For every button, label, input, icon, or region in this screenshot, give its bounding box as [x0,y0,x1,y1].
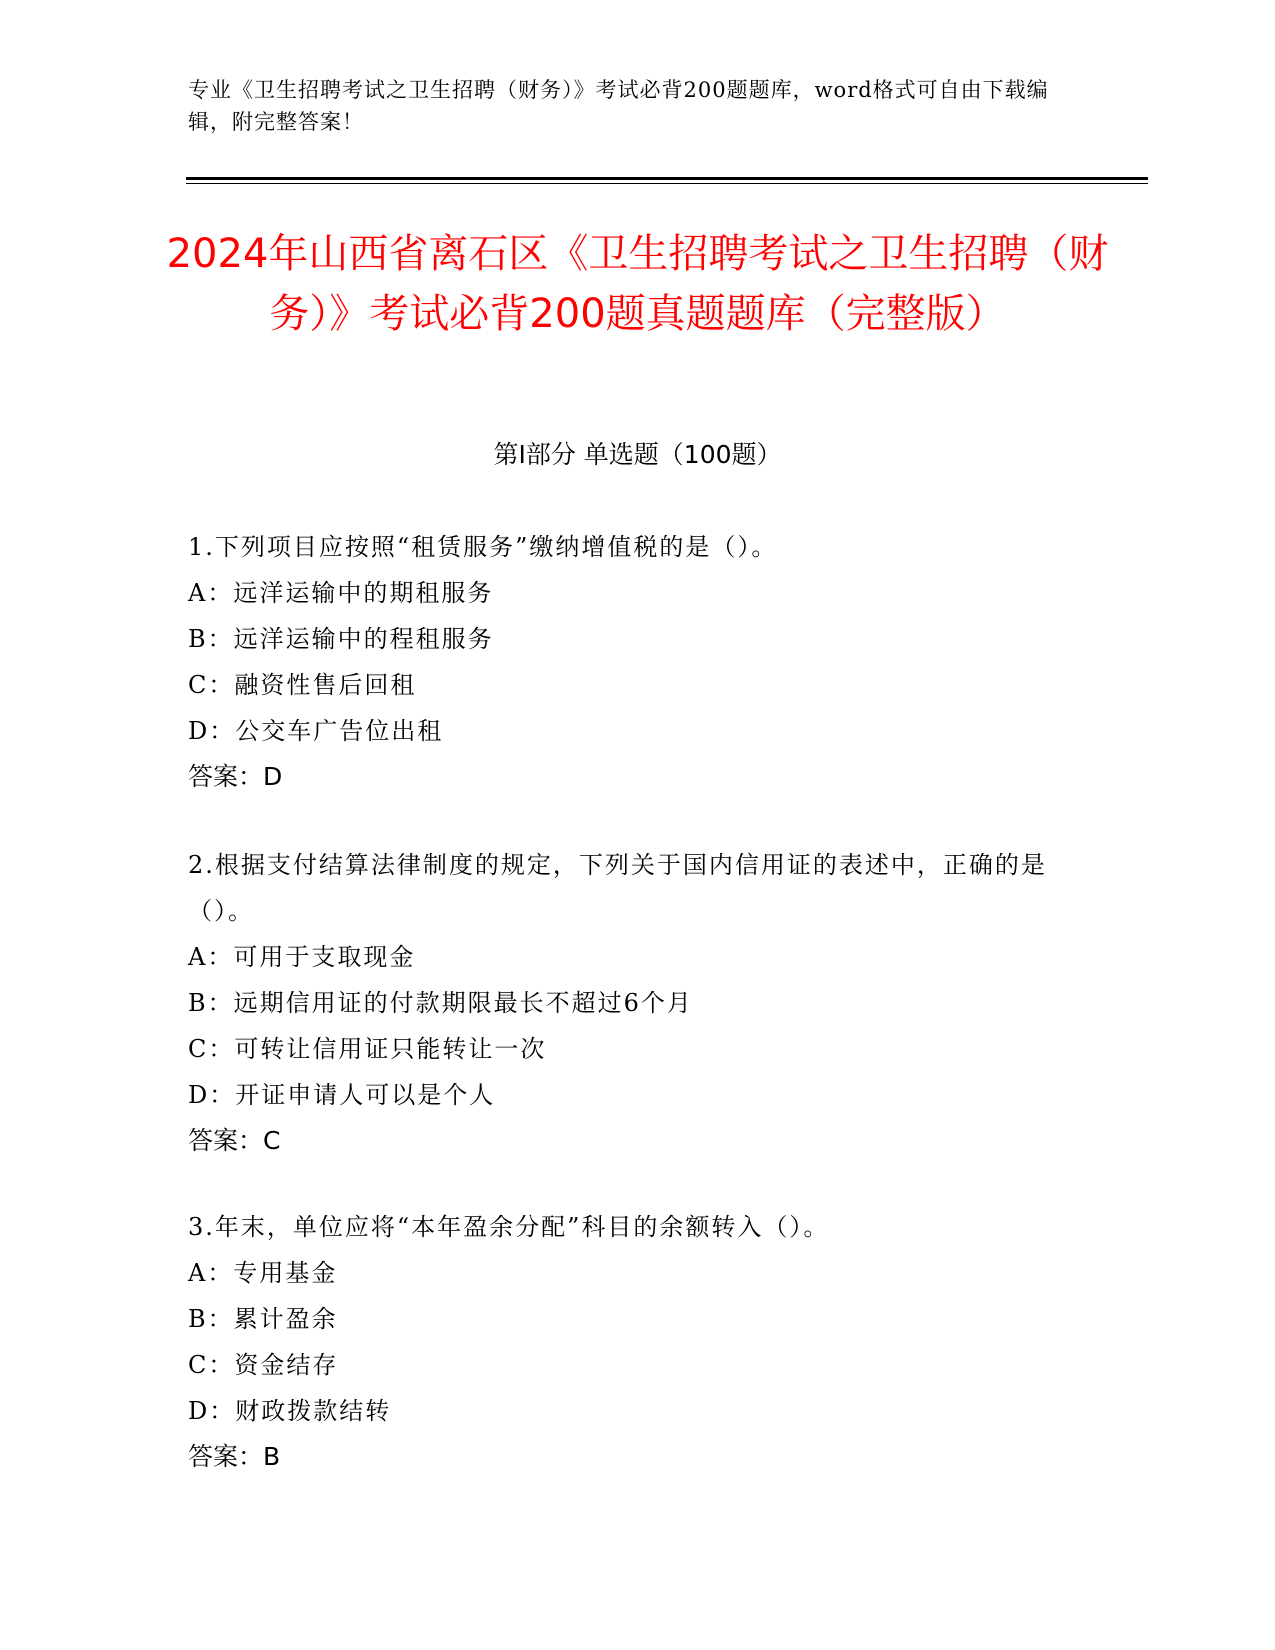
document-title: 2024年山西省离石区《卫生招聘考试之卫生招聘（财务）》考试必背200题真题题库（完整版） [166,231,1109,337]
header-note: 专业《卫生招聘考试之卫生招聘（财务）》考试必背200题题库，word格式可自由下载编辑，附完整答案！ [188,78,1049,134]
header-divider-thick [186,177,1148,180]
answer-line: 答案：B [188,1442,281,1471]
option-b: B：远洋运输中的程租服务 [188,625,494,653]
option-d: D：开证申请人可以是个人 [188,1081,496,1109]
section-title: 第I部分 单选题（100题） [493,440,782,469]
header-divider-thin [186,183,1148,184]
question-text: 3.年末，单位应将“本年盈余分配”科目的余额转入（）。 [188,1213,830,1241]
question-text: 2.根据支付结算法律制度的规定，下列关于国内信用证的表述中，正确的是（）。 [188,851,1047,925]
question-text: 1.下列项目应按照“租赁服务”缴纳增值税的是（）。 [188,533,778,561]
question-block [188,524,1068,800]
option-c: C：资金结存 [188,1351,339,1379]
option-a: A：远洋运输中的期租服务 [188,579,494,607]
option-d: D：财政拨款结转 [188,1397,392,1425]
question-block [188,842,1068,1164]
option-c: C：可转让信用证只能转让一次 [188,1035,547,1063]
answer-line: 答案：D [188,762,283,791]
answer-line: 答案：C [188,1126,281,1155]
option-b: B：累计盈余 [188,1305,338,1333]
option-a: A：专用基金 [188,1259,338,1287]
option-a: A：可用于支取现金 [188,943,416,971]
option-d: D：公交车广告位出租 [188,717,444,745]
option-b: B：远期信用证的付款期限最长不超过6个月 [188,989,693,1017]
option-c: C：融资性售后回租 [188,671,417,699]
question-block [188,1204,1068,1480]
